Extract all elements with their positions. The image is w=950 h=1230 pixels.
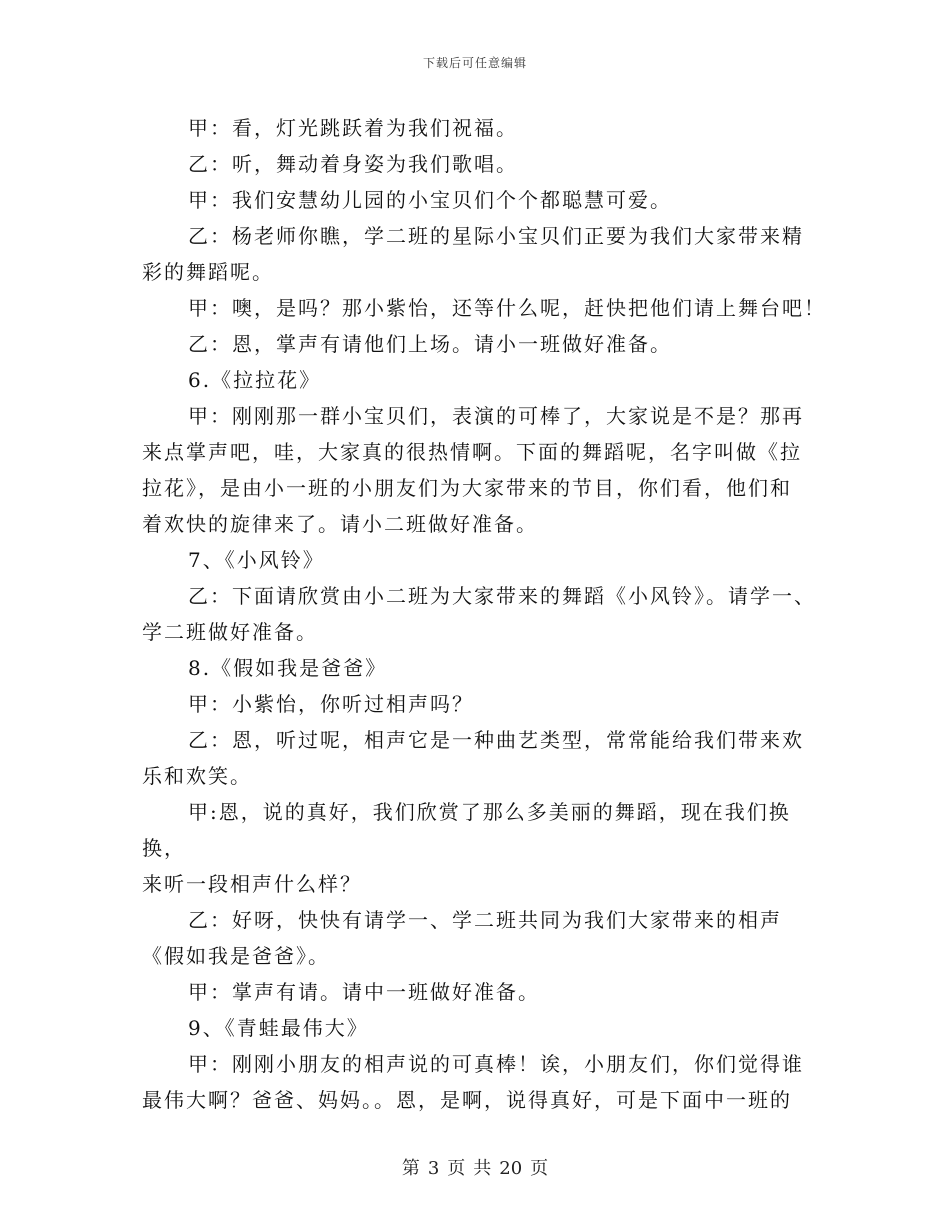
paragraph-line: 着欢快的旋律来了。请小二班做好准备。: [142, 512, 538, 536]
paragraph-line: 甲:恩，说的真好，我们欣赏了那么多美丽的舞蹈，现在我们换换，: [142, 800, 791, 860]
paragraph-line: 乐和欢笑。: [142, 764, 252, 788]
footer-page-label: 第: [401, 1158, 420, 1179]
paragraph-line: 7、《小风铃》: [188, 548, 325, 572]
paragraph-line: 乙：杨老师你瞧，学二班的星际小宝贝们正要为我们大家带来精: [188, 224, 804, 248]
paragraph-line: 乙：好呀，快快有请学一、学二班共同为我们大家带来的相声: [188, 908, 782, 932]
paragraph-line: 甲：小紫怡，你听过相声吗？: [188, 692, 474, 716]
paragraph-line: 乙：听，舞动着身姿为我们歌唱。: [188, 152, 518, 176]
paragraph-line: 来听一段相声什么样？: [142, 872, 362, 896]
paragraph-line: 6.《拉拉花》: [188, 368, 322, 392]
paragraph-line: 8.《假如我是爸爸》: [188, 656, 388, 680]
footer-total-label: 共: [473, 1158, 492, 1179]
paragraph-line: 乙：下面请欣赏由小二班为大家带来的舞蹈《小风铃》。请学一、: [188, 584, 816, 608]
paragraph-line: 甲：看，灯光跳跃着为我们祝福。: [188, 116, 518, 140]
paragraph-line: 甲：刚刚小朋友的相声说的可真棒！诶，小朋友们，你们觉得谁: [188, 1052, 804, 1076]
page-footer: [0, 1154, 950, 1180]
paragraph-line: 甲：掌声有请。请中一班做好准备。: [188, 980, 540, 1004]
paragraph-line: 学二班做好准备。: [142, 620, 318, 644]
paragraph-line: 来点掌声吧，哇，大家真的很热情啊。下面的舞蹈呢，名字叫做《拉: [142, 440, 802, 464]
paragraph-line: 乙：恩，听过呢，相声它是一种曲艺类型，常常能给我们带来欢: [188, 728, 804, 752]
paragraph-line: 彩的舞蹈呢。: [142, 260, 274, 284]
paragraph-line: 《假如我是爸爸》。: [142, 944, 330, 968]
paragraph-line: 最伟大啊？爸爸、妈妈。。恩，是啊，说得真好，可是下面中一班的: [142, 1088, 792, 1112]
paragraph-line: 甲：我们安慧幼儿园的小宝贝们个个都聪慧可爱。: [188, 188, 672, 212]
paragraph-line: 甲：噢，是吗？那小紫怡，还等什么呢，赶快把他们请上舞台吧！: [188, 296, 826, 320]
footer-total-unit: 页: [530, 1158, 549, 1179]
footer-page-unit: 页: [447, 1158, 466, 1179]
document-body: [142, 110, 832, 1118]
footer-total-pages: 20: [499, 1158, 523, 1179]
footer-page-number: 3: [427, 1158, 440, 1179]
paragraph-line: 9、《青蛙最伟大》: [188, 1016, 369, 1040]
paragraph-line: 甲：刚刚那一群小宝贝们，表演的可棒了，大家说是不是？那再: [188, 404, 804, 428]
paragraph-line: 拉花》，是由小一班的小朋友们为大家带来的节目，你们看，他们和: [142, 476, 792, 500]
paragraph-line: 乙：恩，掌声有请他们上场。请小一班做好准备。: [188, 332, 672, 356]
page-header: 下载后可任意编辑: [422, 56, 527, 70]
